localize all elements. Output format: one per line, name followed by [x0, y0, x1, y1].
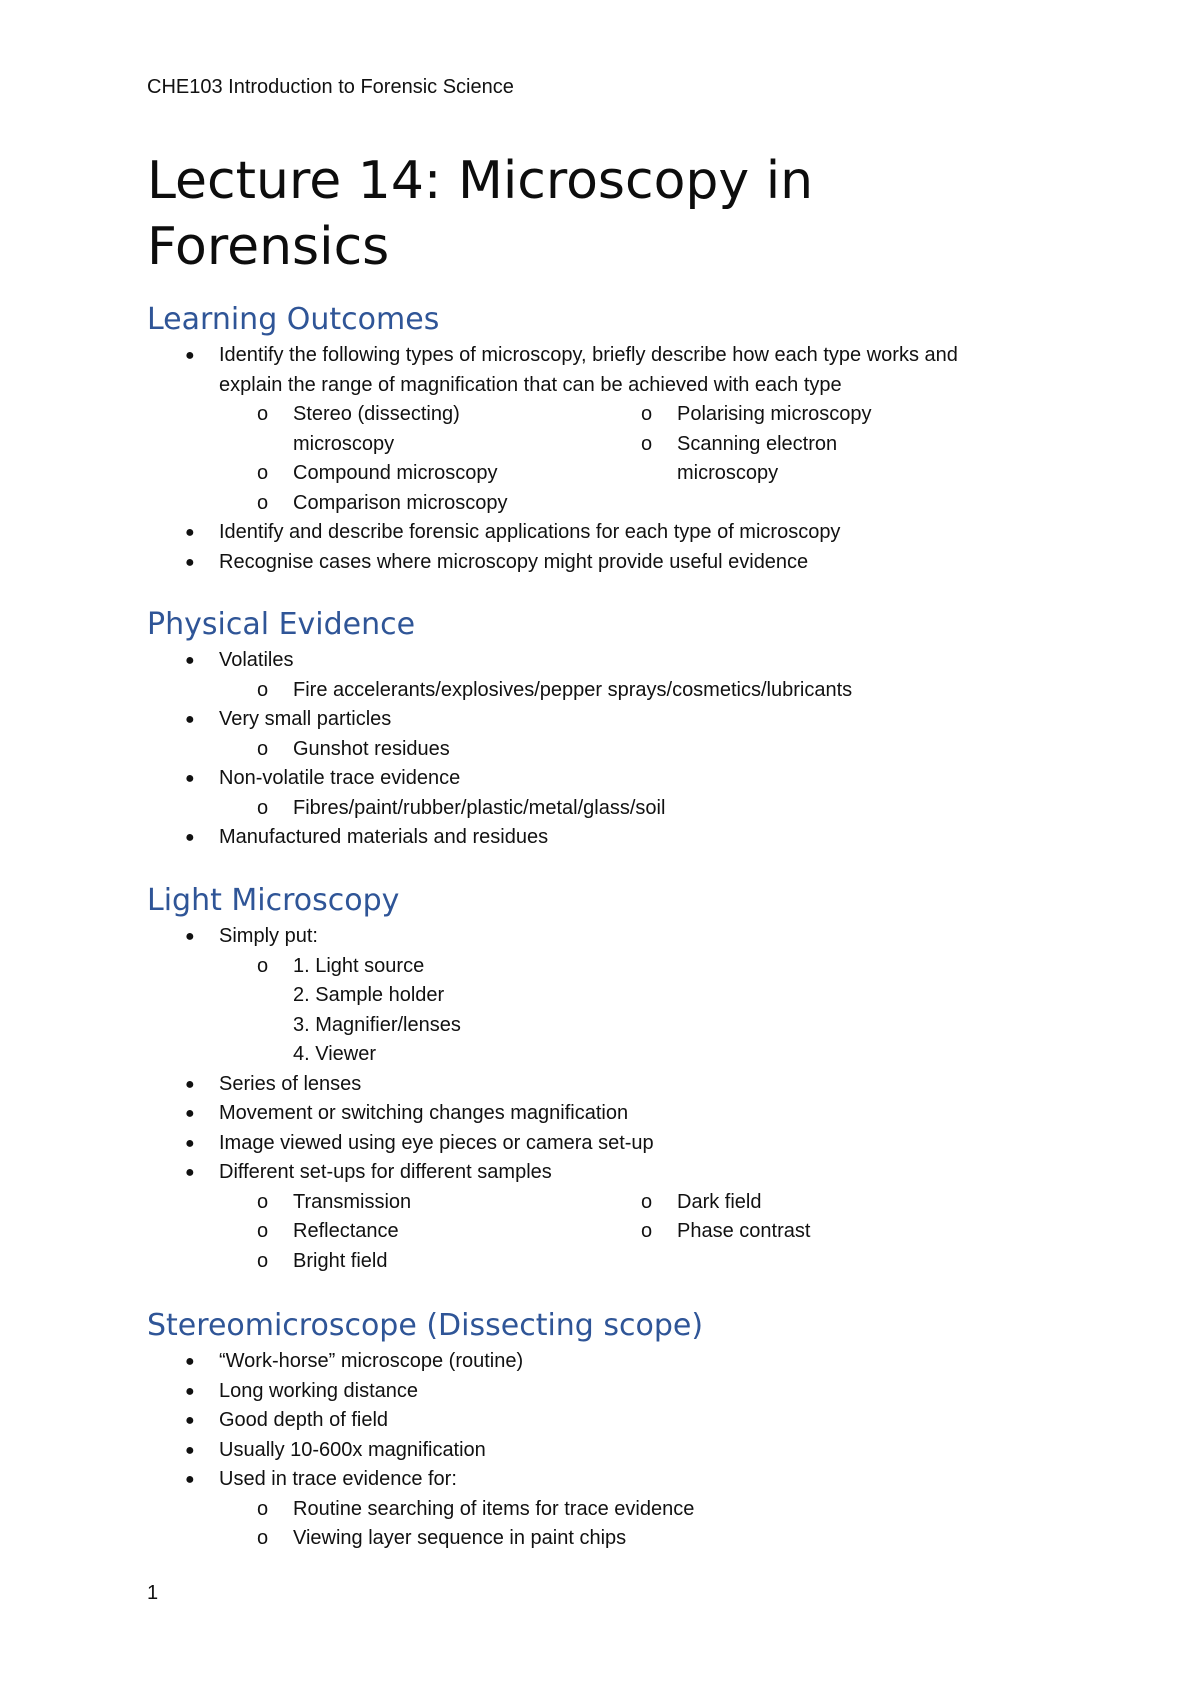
list-item: ● Movement or switching changes magnification — [147, 1099, 1067, 1129]
stereomicroscope-section — [147, 1347, 1067, 1554]
list-item: ● Series of lenses — [147, 1070, 1067, 1100]
microscopy-types-columns — [147, 400, 1067, 518]
sub-list-item: o Stereo (dissecting) microscopy — [147, 400, 641, 459]
sub-list-item: o Polarising microscopy — [641, 400, 872, 430]
list-item: ● Image viewed using eye pieces or camera set-up — [147, 1129, 1067, 1159]
step-line: 2. Sample holder — [293, 984, 445, 1006]
list-item: ● Identify and describe forensic applications for each type of microscopy — [147, 518, 1067, 548]
list-item: ● Used in trace evidence for: o Routine searching of items for trace evidence o Viewing layer sequence in paint chips — [147, 1465, 1067, 1554]
circle-bullet-icon: o — [257, 737, 269, 760]
bullet-icon: ● — [185, 711, 195, 728]
list-item: ● “Work-horse” microscope (routine) — [147, 1347, 1067, 1377]
sub-list-item: o Dark field — [641, 1188, 810, 1218]
circle-bullet-icon: o — [257, 678, 269, 701]
title-line-2: Forensics — [147, 217, 390, 277]
learning-outcomes-section — [147, 341, 1067, 577]
title-line-1: Lecture 14: Microscopy in — [147, 151, 814, 211]
heading-learning-outcomes: Learning Outcomes — [147, 302, 440, 337]
bullet-icon: ● — [185, 1471, 195, 1488]
page-number: 1 — [147, 1582, 159, 1604]
bullet-icon: ● — [185, 829, 195, 846]
circle-bullet-icon: o — [257, 954, 269, 977]
circle-bullet-icon: o — [257, 1190, 269, 1213]
bullet-icon: ● — [185, 770, 195, 787]
circle-bullet-icon: o — [257, 1249, 269, 1272]
step-line: 3. Magnifier/lenses — [293, 1013, 461, 1036]
list-item: ● Usually 10-600x magnification — [147, 1436, 1067, 1466]
bullet-icon: ● — [185, 347, 195, 364]
circle-bullet-icon: o — [257, 1220, 269, 1242]
sub-list-item: o Reflectance — [147, 1217, 641, 1247]
bullet-icon: ● — [185, 1134, 195, 1152]
circle-bullet-icon: o — [641, 403, 653, 425]
list-item: ● Good depth of field — [147, 1406, 1067, 1436]
sub-list-item: o Viewing layer sequence in paint chips — [147, 1524, 1067, 1554]
sub-list-item: o Scanning electron microscopy — [641, 430, 872, 489]
list-item: ● Non-volatile trace evidence o Fibres/paint/rubber/plastic/metal/glass/soil — [147, 764, 1067, 823]
bullet-icon: ● — [185, 524, 195, 541]
bullet-icon: ● — [185, 1164, 195, 1181]
heading-physical-evidence: Physical Evidence — [147, 607, 416, 642]
sub-list-item: o Comparison microscopy — [147, 489, 641, 519]
sub-list-item: o Fibres/paint/rubber/plastic/metal/glass/soil — [147, 794, 1067, 824]
lecture-title — [147, 148, 813, 280]
sub-list-item: o Bright field — [147, 1247, 641, 1277]
sub-list-item: o Phase contrast — [641, 1217, 810, 1247]
bullet-icon: ● — [185, 1353, 195, 1370]
physical-evidence-section — [147, 646, 1067, 853]
circle-bullet-icon: o — [257, 462, 269, 484]
sub-list-item: o Routine searching of items for trace evidence — [147, 1495, 1067, 1525]
bullet-icon: ● — [185, 553, 195, 571]
sub-list-item: o Compound microscopy — [147, 459, 641, 489]
sub-list-item: o Fire accelerants/explosives/pepper sprays/cosmetics/lubricants — [147, 676, 1067, 706]
heading-stereomicroscope: Stereomicroscope (Dissecting scope) — [147, 1308, 704, 1343]
course-header: CHE103 Introduction to Forensic Science — [147, 76, 514, 98]
bullet-icon: ● — [185, 928, 195, 945]
circle-bullet-icon: o — [641, 1220, 653, 1242]
list-item: ● Volatiles o Fire accelerants/explosives/pepper sprays/cosmetics/lubricants — [147, 646, 1067, 705]
bullet-icon: ● — [185, 1382, 195, 1400]
list-item: ● Manufactured materials and residues — [147, 823, 1067, 853]
bullet-icon: ● — [185, 1075, 195, 1093]
sub-list-item: o Transmission — [147, 1188, 641, 1218]
setup-columns — [147, 1188, 1067, 1277]
circle-bullet-icon: o — [641, 432, 653, 455]
sub-list-item: o Gunshot residues — [147, 735, 1067, 765]
bullet-icon: ● — [185, 1412, 195, 1429]
circle-bullet-icon: o — [257, 1527, 269, 1549]
circle-bullet-icon: o — [257, 1497, 269, 1520]
list-item: ● Very small particles o Gunshot residues — [147, 705, 1067, 764]
light-microscopy-section — [147, 922, 1067, 1276]
circle-bullet-icon: o — [641, 1190, 653, 1213]
list-item: ● Recognise cases where microscopy might provide useful evidence — [147, 548, 1067, 578]
bullet-icon: ● — [185, 1105, 195, 1122]
circle-bullet-icon: o — [257, 796, 269, 819]
circle-bullet-icon: o — [257, 491, 269, 514]
list-item: ● Long working distance — [147, 1377, 1067, 1407]
bullet-icon: ● — [185, 652, 195, 669]
sub-list-item: o 1. Light source — [147, 952, 1067, 982]
bullet-icon: ● — [185, 1441, 195, 1459]
heading-light-microscopy: Light Microscopy — [147, 883, 400, 918]
list-item: ● Simply put: o 1. Light source 2. Sample holder 3. Magnifier/lenses 4. Viewer — [147, 922, 1067, 1070]
step-line: 4. Viewer — [293, 1043, 377, 1065]
list-item: ● Different set-ups for different samples o Transmission o Reflectance o Bright field o Dark field o Phase contrast — [147, 1158, 1067, 1276]
circle-bullet-icon: o — [257, 403, 269, 425]
list-item: ● Identify the following types of microscopy, briefly describe how each type works and explain the range of magnification that can be achieved with each type o Stereo (dissecting) microscopy o Compound microscopy o Comparison microscopy o Polarising microscopy o Scanning electron microscopy — [147, 341, 1067, 518]
